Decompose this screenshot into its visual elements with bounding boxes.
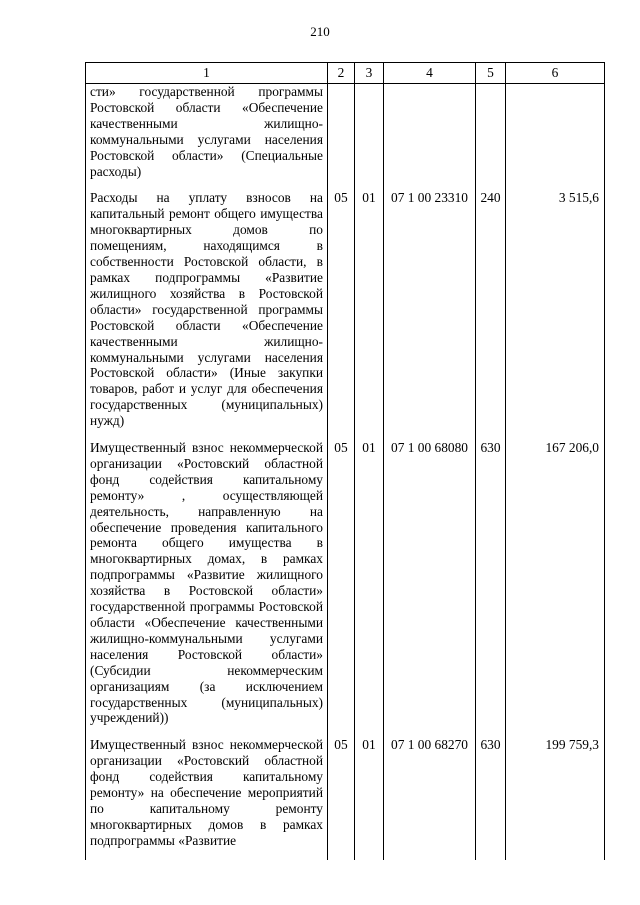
- row-expense-type-code: [476, 84, 506, 191]
- row-section-code: 05: [328, 440, 355, 737]
- row-subsection-code: 01: [355, 190, 384, 440]
- row-description: Расходы на уплату взносов на капитальный ремонт общего имущества многоквартирных домов по помещениям, находящимся в собственности Ростовской области, в рамках подпрограммы «Развитие жилищного хозяйства в Ростовской области» государственной программы Ростовской области «Обеспечение качественными жилищно-коммунальными услугами населения Ростовской области» (Иные закупки товаров, работ и услуг для обеспечения государственных (муниципальных) нужд): [86, 190, 328, 440]
- row-section-code: [328, 84, 355, 191]
- row-subsection-code: 01: [355, 440, 384, 737]
- page-number: 210: [310, 24, 330, 39]
- row-target-article-code: [384, 84, 476, 191]
- row-description: Имущественный взнос некоммерческой организации «Ростовский областной фонд содействия капитальному ремонту» , осуществляющей деятельность, направленную на обеспечение проведения капитального ремонта общего имущества в многоквартирных домах, в рамках подпрограммы «Развитие жилищного хозяйства в Ростовской области» государственной программы Ростовской области «Обеспечение качественными жилищно-коммунальными услугами населения Ростовской области» (Субсидии некоммерческим организациям (за исключением государственных (муниципальных) учреждений)): [86, 440, 328, 737]
- column-header-4: 4: [384, 63, 476, 84]
- row-description: Имущественный взнос некоммерческой организации «Ростовский областной фонд содействия капитальному ремонту» на обеспечение мероприятий по капитальному ремонту многоквартирных домов в рамках подпрограммы «Развитие: [86, 737, 328, 859]
- row-amount: [506, 84, 605, 191]
- row-section-code: 05: [328, 190, 355, 440]
- table-row: [86, 190, 605, 440]
- row-target-article-code: 07 1 00 68270: [384, 737, 476, 859]
- column-header-6: 6: [506, 63, 605, 84]
- row-expense-type-code: 630: [476, 440, 506, 737]
- row-amount: 167 206,0: [506, 440, 605, 737]
- row-target-article-code: 07 1 00 68080: [384, 440, 476, 737]
- row-subsection-code: 01: [355, 737, 384, 859]
- row-description: сти» государственной программы Ростовской области «Обеспечение качественными жилищно-коммунальными услугами населения Ростовской области» (Специальные расходы): [86, 84, 328, 191]
- row-expense-type-code: 240: [476, 190, 506, 440]
- row-target-article-code: 07 1 00 23310: [384, 190, 476, 440]
- row-expense-type-code: 630: [476, 737, 506, 859]
- table-row: [86, 440, 605, 737]
- row-amount: 3 515,6: [506, 190, 605, 440]
- row-subsection-code: [355, 84, 384, 191]
- table-header-row: [86, 63, 605, 84]
- column-header-2: 2: [328, 63, 355, 84]
- table-row: [86, 84, 605, 191]
- column-header-3: 3: [355, 63, 384, 84]
- column-header-1: 1: [86, 63, 328, 84]
- budget-table: [85, 62, 605, 860]
- table-row: [86, 737, 605, 859]
- column-header-5: 5: [476, 63, 506, 84]
- row-amount: 199 759,3: [506, 737, 605, 859]
- row-section-code: 05: [328, 737, 355, 859]
